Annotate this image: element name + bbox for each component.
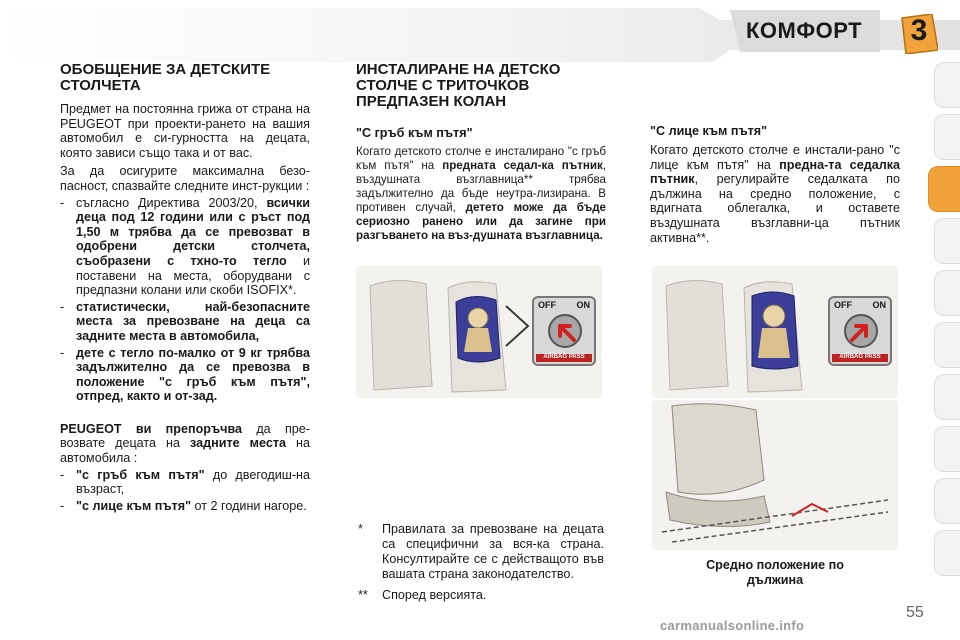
list-item: - дете с тегло по-малко от 9 кг трябва задължително да се превозва в положение "с гръб към пътя", отпред, както и от-зад.	[60, 346, 310, 404]
list-item: - статистически, най-безопасните места за превозване на деца са задните места в автомобила,	[60, 300, 310, 344]
seat-rail-illustration	[652, 400, 898, 550]
list-item: - "с гръб към пътя" до двегодиш-на възраст,	[60, 468, 310, 497]
child-body	[758, 328, 790, 358]
tab-8[interactable]	[934, 426, 960, 472]
paragraph-rear-facing: Когато детското столче е инсталирано "с гръб към пътя" на предната седал-ка пътник, въздушната възглавница** трябва задължително да бъде неутра-лизирана. В противен случай, детето може да бъде сериозно ранено или да загине при разгъването на въз-душната възглавница.	[356, 145, 607, 242]
chapter-tabs	[926, 62, 960, 602]
paragraph-intro: Предмет на постоянна грижа от страна на PEUGEOT при проекти-рането на вашия автомобил е си-гурността на децата, която зависи също така и от вас.	[60, 102, 310, 160]
chapter-title: КОМФОРТ	[746, 18, 863, 43]
figure-seat-rail	[652, 400, 898, 550]
airbag-pass-label: AIRBAG PASS	[832, 354, 888, 362]
column-general	[60, 62, 310, 513]
switch-on-label: ON	[576, 300, 590, 310]
column-forward-facing	[650, 124, 900, 245]
airbag-switch-panel	[828, 296, 892, 366]
tab-9[interactable]	[934, 478, 960, 524]
seat-outline-left	[370, 280, 432, 390]
figure-caption: Средно положение по дължина	[706, 558, 844, 587]
section-heading-general: ОБОБЩЕНИЕ ЗА ДЕТСКИТЕ СТОЛЧЕТА	[60, 61, 271, 94]
seat-outline-left	[666, 280, 728, 390]
switch-arrow-icon	[548, 314, 582, 348]
child-head	[468, 308, 488, 328]
footnotes	[358, 522, 604, 609]
subheading-rear-facing: "С гръб към пътя"	[356, 126, 473, 140]
tab-3-active[interactable]	[928, 166, 960, 212]
child-body	[464, 328, 492, 352]
child-head	[763, 305, 785, 327]
tab-2[interactable]	[934, 114, 960, 160]
tab-5[interactable]	[934, 270, 960, 316]
airbag-pass-label: AIRBAG PASS	[536, 354, 592, 362]
tab-6[interactable]	[934, 322, 960, 368]
airbag-switch-panel	[532, 296, 596, 366]
list-item: - съгласно Директива 2003/20, всички деца под 12 години или с ръст под 1,50 м трябва да се превозват в одобрени детски столчета, съобразени с тхно-то тегло и поставени на места, оборудвани с предпазни колани или скоби ISOFIX*.	[60, 196, 310, 298]
watermark: carmanualsonline.info	[660, 618, 805, 633]
tab-10[interactable]	[934, 530, 960, 576]
tab-4[interactable]	[934, 218, 960, 264]
page-number: 55	[906, 604, 924, 621]
seat-base	[666, 492, 770, 527]
paragraph-forward-facing: Когато детското столче е инстали-рано "с лице към пътя" на предна-та седалка пътник, регулирайте седалката по дължина на средно положение, с вдигната облегалка, и оставете въздушната възглавни-ца пътник активна**.	[650, 143, 900, 245]
switch-off-label: OFF	[538, 300, 556, 310]
switch-on-label: ON	[872, 300, 886, 310]
paragraph-recommendation: PEUGEOT ви препоръчва да пре-возвате децата на задните места на автомобила :	[60, 421, 310, 466]
list-item: - "с лице към пътя" от 2 години нагоре.	[60, 499, 310, 514]
subheading-forward-facing: "С лице към пътя"	[650, 124, 768, 138]
position-arrow-icon	[792, 504, 828, 516]
footnote-1: * Правилата за превозване на децата са специфични за вся-ка страна. Консултирайте се с действащото във вашата страна законодателство.	[358, 522, 604, 581]
switch-off-label: OFF	[834, 300, 852, 310]
footnote-2: ** Според версията.	[358, 588, 487, 602]
chapter-number: 3	[910, 14, 928, 47]
column-rear-facing	[356, 62, 606, 243]
recommendation-list	[60, 468, 310, 514]
paragraph-instructions: За да осигурите максимална безо-пасност, спазвайте следните инст-рукции :	[60, 164, 310, 193]
instruction-list	[60, 196, 310, 404]
tab-1[interactable]	[934, 62, 960, 108]
seat-cushion	[672, 404, 764, 495]
switch-arrow-icon	[844, 314, 878, 348]
tab-7[interactable]	[934, 374, 960, 420]
section-heading-installation: ИНСТАЛИРАНЕ НА ДЕТСКО СТОЛЧЕ С ТРИТОЧКОВ ПРЕДПАЗЕН КОЛАН	[356, 61, 561, 110]
